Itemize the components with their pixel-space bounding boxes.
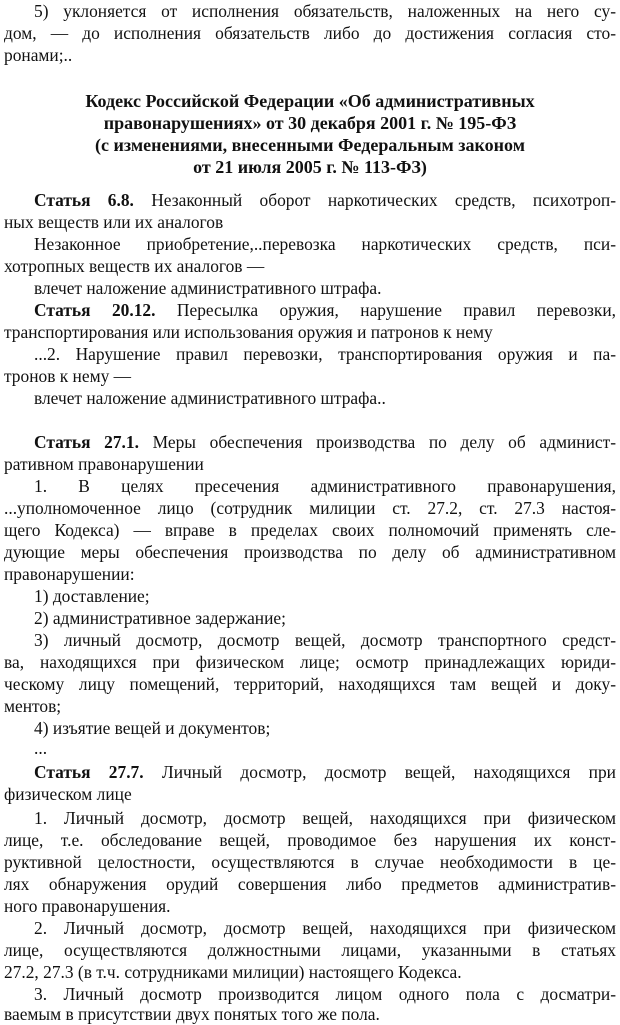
article-27-1-title: [4, 431, 616, 453]
article-27-7-body-9: 3. Личный досмотр производится лицом одного пола с досматри-: [34, 984, 616, 1004]
article-20-12-title: [4, 299, 616, 321]
article-label: Статья 27.1.: [34, 432, 139, 452]
article-27-1-item-4: 4) изъятие вещей и документов;: [34, 718, 271, 738]
article-27-1-item-3-cont-1: ва, находящихся при физическом лице; осмотр принадлежащих юриди-: [4, 652, 616, 672]
article-27-1-title-cont: ративном правонарушении: [4, 454, 204, 474]
article-27-7-body-5: ного правонарушения.: [4, 896, 171, 916]
article-27-1-item-3-cont-2: ческому лицу помещений, территорий, находящихся там вещей и доку-: [4, 674, 616, 694]
article-27-7-body-2: лице, т.е. обследование вещей, проводимое без нарушения их конст-: [4, 830, 616, 850]
article-6-8-title-cont: ных веществ или их аналогов: [4, 212, 224, 232]
article-title-text: Незаконный оборот наркотических средств, психотроп-: [151, 190, 616, 210]
article-27-7-title-cont: физическом лице: [4, 784, 132, 804]
article-label: Статья 27.7.: [34, 762, 144, 782]
article-20-12-body-3: влечет наложение административного штрафа..: [34, 388, 386, 408]
article-20-12-body-1: ...2. Нарушение правил перевозки, транспортирования оружия и па-: [34, 344, 616, 364]
article-27-7-title: [4, 761, 616, 783]
article-label: Статья 6.8.: [34, 190, 134, 210]
article-27-1-item-2: 2) административное задержание;: [34, 608, 286, 628]
article-27-1-body-3: щего Кодекса) — вправе в пределах своих полномочий применять сле-: [4, 520, 616, 540]
article-title-text: Меры обеспечения производства по делу об админист-: [152, 432, 616, 452]
article-27-7-body-4: лях обнаружения орудий совершения либо предметов административ-: [4, 874, 616, 894]
article-title-text: Пересылка оружия, нарушение правил перевозки,: [176, 300, 616, 320]
article-6-8-body-2: хотропных веществ их аналогов —: [4, 256, 265, 276]
article-27-7-body-10: ваемым в присутствии двух понятых того же пола.: [4, 1004, 380, 1024]
article-20-12-body-2: тронов к нему —: [4, 366, 132, 386]
heading-line-1: Кодекс Российской Федерации «Об административных: [85, 91, 535, 111]
article-title-text: Личный досмотр, досмотр вещей, находящихся при: [161, 762, 616, 782]
article-27-1-item-1: 1) доставление;: [34, 586, 150, 606]
heading-line-3: (с изменениями, внесенными Федеральным законом: [95, 135, 525, 155]
article-20-12-title-cont: транспортирования или использования оружия и патронов к нему: [4, 322, 493, 342]
article-27-1-body-5: правонарушении:: [4, 564, 135, 584]
heading-line-4: от 21 июля 2005 г. № 113-ФЗ): [193, 157, 427, 177]
article-27-7-body-3: руктивной целостности, осуществляются в случае необходимости в це-: [4, 852, 616, 872]
article-27-7-body-8: 27.2, 27.3 (в т.ч. сотрудниками милиции) настоящего Кодекса.: [4, 962, 462, 982]
intro-line-1: 5) уклоняется от исполнения обязательств, наложенных на него су-: [34, 1, 616, 21]
article-27-1-body-1: 1. В целях пресечения административного правонарушения,: [34, 476, 616, 496]
article-27-1-item-3: 3) личный досмотр, досмотр вещей, досмотр транспортного средст-: [34, 630, 616, 650]
intro-line-3: ронами;..: [4, 45, 73, 65]
heading-line-2: правонарушениях» от 30 декабря 2001 г. № 195-ФЗ: [103, 113, 517, 133]
article-27-1-ellipsis: ...: [34, 738, 48, 758]
article-27-1-body-2: ...уполномоченное лицо (сотрудник милиции ст. 27.2, ст. 27.3 настоя-: [4, 498, 616, 518]
article-label: Статья 20.12.: [34, 300, 156, 320]
article-27-1-item-3-cont-3: ментов;: [4, 696, 62, 716]
article-27-1-body-4: дующие меры обеспечения производства по делу об административном: [4, 542, 616, 562]
article-6-8-body-3: влечет наложение административного штрафа.: [34, 278, 382, 298]
intro-line-2: дом, — до исполнения обязательств либо до достижения согласия сто-: [4, 23, 616, 43]
article-6-8-title: [4, 189, 616, 211]
article-27-7-body-7: лице, осуществляются должностными лицами, указанными в статьях: [4, 940, 616, 960]
article-27-7-body-6: 2. Личный досмотр, досмотр вещей, находящихся при физическом: [34, 918, 616, 938]
article-6-8-body-1: Незаконное приобретение,..перевозка наркотических средств, пси-: [34, 234, 616, 254]
article-27-7-body-1: 1. Личный досмотр, досмотр вещей, находящихся при физическом: [34, 808, 616, 828]
